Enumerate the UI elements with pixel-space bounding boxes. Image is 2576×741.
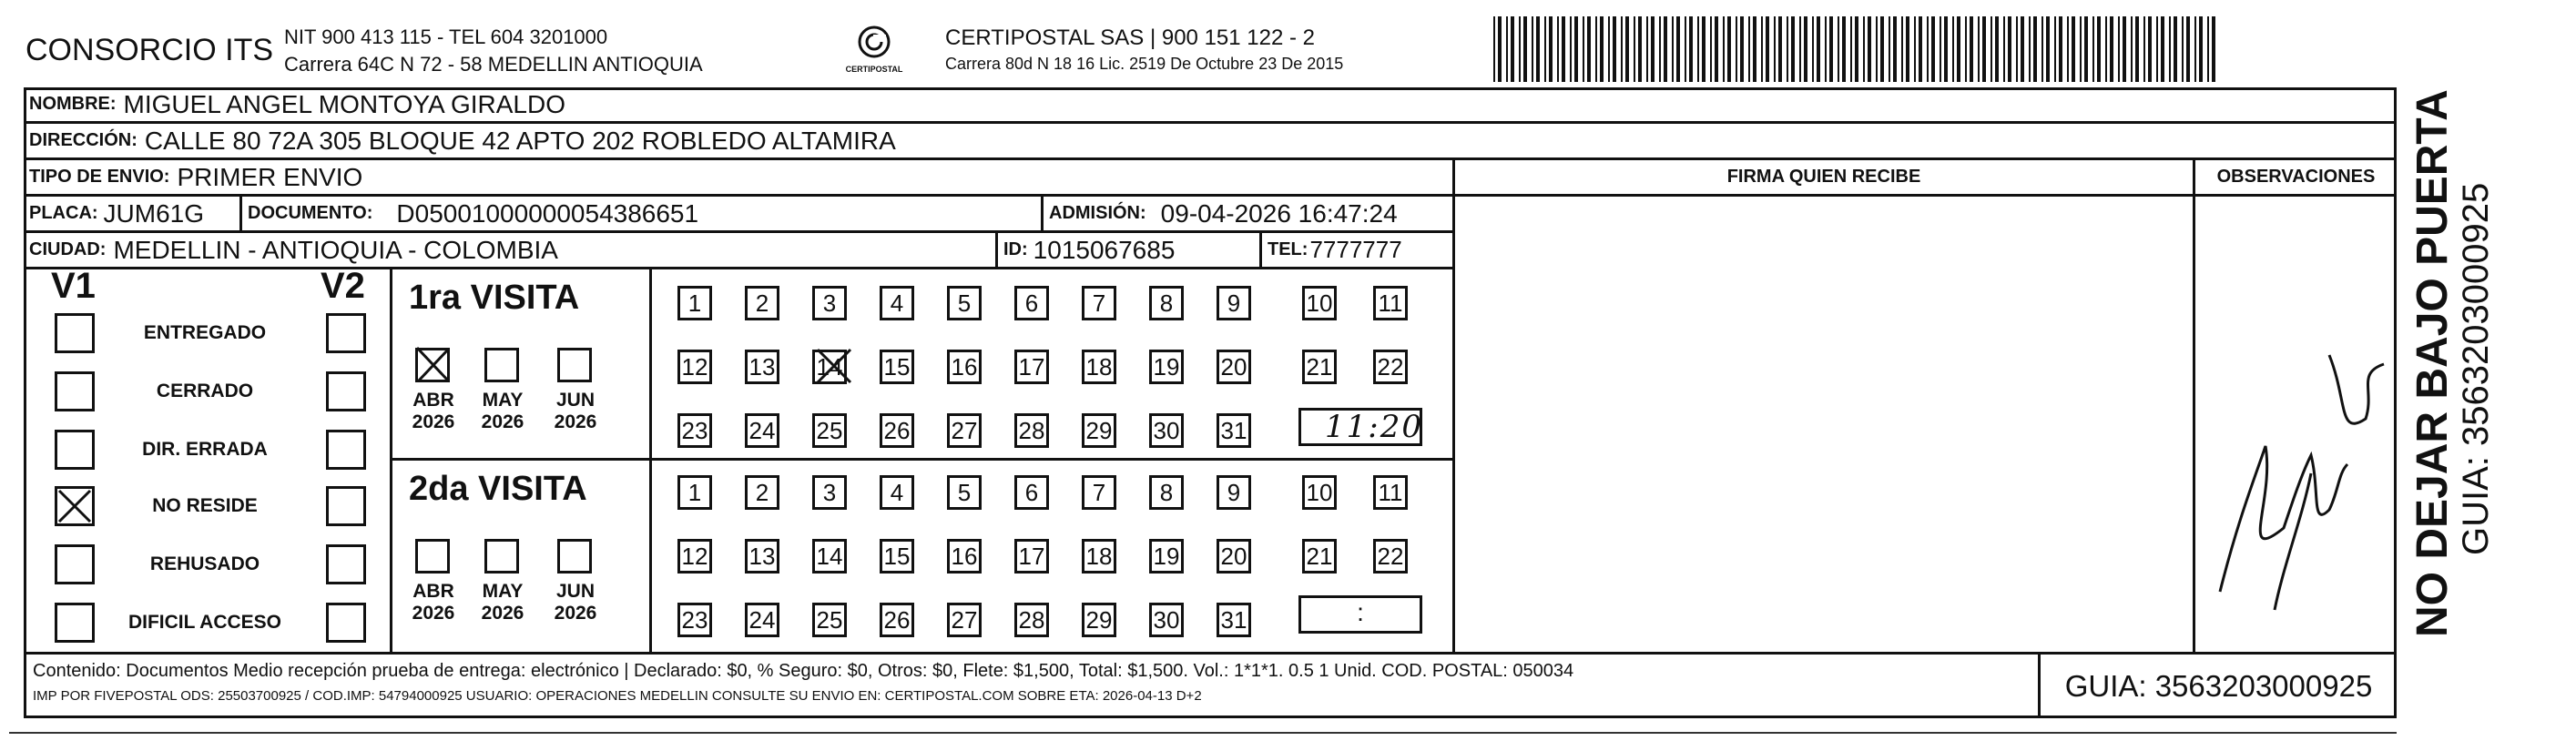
barcode-bar — [2123, 16, 2126, 82]
barcode-bar — [1952, 16, 1954, 82]
visit2-day-box[interactable]: 2 — [745, 475, 779, 510]
barcode-bar — [2207, 16, 2209, 82]
barcode-bar — [1868, 16, 1871, 82]
visit2-time-box[interactable] — [1298, 595, 1422, 634]
visit1-day-box[interactable]: 24 — [745, 413, 779, 448]
visit2-month-label: MAY 2026 — [481, 581, 524, 624]
visit1-day-box[interactable]: 19 — [1149, 350, 1184, 384]
barcode-bar — [1595, 16, 1597, 82]
row-ciudad — [24, 233, 1455, 269]
barcode-bar — [2067, 16, 2069, 82]
visit1-day-box[interactable]: 7 — [1082, 286, 1116, 320]
visit1-title: 1ra VISITA — [409, 279, 580, 317]
status-label: DIFICIL ACCESO — [127, 612, 281, 633]
visit1-day-box[interactable]: 26 — [880, 413, 914, 448]
visit1-day-box[interactable]: 13 — [745, 350, 779, 384]
visit1-day-box[interactable]: 17 — [1014, 350, 1049, 384]
visit1-day-box[interactable]: 5 — [947, 286, 982, 320]
v2-label: V2 — [321, 266, 365, 306]
placa-cell — [24, 197, 242, 230]
certipostal-logo — [829, 24, 920, 86]
barcode-bar — [2135, 16, 2139, 82]
barcode-bar — [1931, 16, 1935, 82]
barcode-bar — [1940, 16, 1941, 82]
nombre-label: NOMBRE: — [29, 94, 117, 114]
abr-check-mark — [412, 344, 453, 386]
barcode-bar — [1570, 16, 1572, 82]
visit1-day-box[interactable]: 6 — [1014, 286, 1049, 320]
firma-header — [1455, 160, 2193, 197]
barcode-bar — [1799, 16, 1801, 82]
id-cell — [998, 233, 1262, 267]
barcode-bar — [2110, 16, 2113, 82]
direccion-label: DIRECCIÓN: — [29, 130, 137, 150]
barcode-bar — [2194, 16, 2196, 82]
row-placa — [24, 197, 1455, 233]
visit1-day-box[interactable]: 18 — [1082, 350, 1116, 384]
barcode-bar — [1863, 16, 1865, 82]
barcode-bar — [1748, 16, 1750, 82]
firma-signature — [2204, 300, 2349, 610]
barcode-bar — [1787, 16, 1788, 82]
placa-label: PLACA: — [29, 203, 98, 223]
status-label: REHUSADO — [149, 553, 260, 574]
barcode-bar — [2008, 16, 2011, 82]
footer-contenido: Contenido: Documentos Medio recepción prueba de entrega: electrónico | Declarado: $0, % Seguro: $0, Otros: $0, Flete: $1,500, Total: $1,500. Vol.: 1*1*1. 0.5 1 Unid. COD. POSTAL: 050034 — [33, 661, 1574, 681]
barcode-bar — [2212, 16, 2215, 82]
visit1-day-box[interactable]: 22 — [1373, 350, 1408, 384]
barcode-bar — [1613, 16, 1616, 82]
visit1-day-box[interactable]: 27 — [947, 413, 982, 448]
footer-guia: GUIA: 3563203000925 — [2064, 669, 2373, 703]
visit2-time-value: : — [1357, 598, 1364, 626]
visit2-month-label: JUN 2026 — [554, 581, 597, 624]
barcode-bar — [1634, 16, 1635, 82]
barcode-bar — [1727, 16, 1731, 82]
visit1-day-box[interactable]: 9 — [1217, 286, 1251, 320]
barcode-bar — [2016, 16, 2018, 82]
tipo-value: PRIMER ENVIO — [177, 162, 363, 191]
barcode-bar — [1544, 16, 1546, 82]
v1-checkbox[interactable] — [55, 544, 95, 584]
barcode-bar — [1774, 16, 1776, 82]
barcode-bar — [1778, 16, 1782, 82]
visit1-day-box[interactable]: 10 — [1302, 286, 1337, 320]
visit2-day-box[interactable]: 31 — [1217, 603, 1251, 637]
visit2-day-box[interactable]: 14 — [812, 539, 847, 574]
barcode-bar — [1842, 16, 1846, 82]
barcode-bar — [2182, 16, 2184, 82]
barcode-bar — [1978, 16, 1980, 82]
visit2-day-box[interactable]: 11 — [1373, 475, 1408, 510]
barcode-bar — [1689, 16, 1693, 82]
barcode-bar — [1532, 16, 1533, 82]
visit1-time-value: 11:20 — [1325, 409, 1423, 445]
barcode-bar — [2097, 16, 2101, 82]
v2-checkbox[interactable] — [326, 313, 366, 353]
barcode-bar — [1850, 16, 1852, 82]
id-label: ID: — [1003, 239, 1028, 259]
barcode-bar — [1736, 16, 1737, 82]
barcode-bar — [1600, 16, 1604, 82]
barcode-bar — [1583, 16, 1584, 82]
barcode-bar — [2080, 16, 2082, 82]
barcode-bar — [1876, 16, 1878, 82]
company-name: CONSORCIO ITS — [25, 33, 274, 67]
visit1-day-box[interactable]: 29 — [1082, 413, 1116, 448]
visit2-month-label: ABR 2026 — [412, 581, 455, 624]
logo-icon — [856, 24, 892, 60]
visit2-day-box[interactable]: 21 — [1302, 539, 1337, 574]
visit1-day-box[interactable]: 3 — [812, 286, 847, 320]
barcode-bar — [1970, 16, 1973, 82]
visit2-day-box[interactable]: 29 — [1082, 603, 1116, 637]
admision-label: ADMISIÓN: — [1049, 203, 1146, 223]
barcode-bar — [1766, 16, 1769, 82]
visit2-day-box[interactable]: 15 — [880, 539, 914, 574]
barcode-bar — [1944, 16, 1948, 82]
visit1-month-label: JUN 2026 — [554, 390, 597, 432]
footer-imp: IMP POR FIVEPOSTAL ODS: 25503700925 / COD.IMP: 54794000925 USUARIO: OPERACIONES MEDELLIN CONSULTE SU ENVIO EN: CERTIPOSTAL.COM SOBRE ETA: 2026-04-13 D+2 — [33, 688, 1202, 704]
barcode-bar — [1676, 16, 1680, 82]
footer-guia-cell — [2038, 655, 2397, 718]
barcode-bar — [2003, 16, 2005, 82]
barcode-bar — [1710, 16, 1712, 82]
barcode-bar — [2029, 16, 2031, 82]
barcode-bar — [2084, 16, 2088, 82]
id-value: 1015067685 — [1033, 235, 1176, 264]
visit2-day-box[interactable]: 27 — [947, 603, 982, 637]
carrier-line: CERTIPOSTAL SAS | 900 151 122 - 2 — [945, 25, 1315, 50]
visit2-day-box[interactable]: 24 — [745, 603, 779, 637]
barcode-bar — [2046, 16, 2050, 82]
barcode-bar — [1991, 16, 1992, 82]
visit2-month-checkbox[interactable] — [557, 539, 592, 574]
visit2-day-box[interactable]: 22 — [1373, 539, 1408, 574]
barcode-bar — [2118, 16, 2120, 82]
tipo-label: TIPO DE ENVIO: — [29, 167, 170, 187]
visit2-day-box[interactable]: 5 — [947, 475, 982, 510]
ciudad-value: MEDELLIN - ANTIOQUIA - COLOMBIA — [113, 235, 558, 264]
admision-cell — [1044, 197, 1455, 230]
status-label: CERRADO — [156, 381, 254, 401]
barcode-bar — [1906, 16, 1909, 82]
ciudad-cell — [24, 233, 998, 267]
visit2-day-box[interactable]: 28 — [1014, 603, 1049, 637]
observaciones-divider — [2193, 197, 2195, 655]
visit2-day-box[interactable]: 16 — [947, 539, 982, 574]
barcode-bar — [1914, 16, 1916, 82]
visit2-day-box[interactable]: 13 — [745, 539, 779, 574]
barcode-bar — [1740, 16, 1744, 82]
visit1-day-box[interactable]: 12 — [677, 350, 712, 384]
visit2-day-box[interactable]: 20 — [1217, 539, 1251, 574]
barcode-bar — [2092, 16, 2094, 82]
barcode-bar — [1804, 16, 1807, 82]
barcode-bar — [1817, 16, 1820, 82]
x-mark-icon — [57, 489, 92, 523]
barcode-bar — [1672, 16, 1674, 82]
firma-header-label: FIRMA QUIEN RECIBE — [1726, 167, 1921, 187]
barcode-bar — [1549, 16, 1553, 82]
barcode-bar — [1664, 16, 1667, 82]
visit2-day-box[interactable]: 17 — [1014, 539, 1049, 574]
barcode-bar — [2131, 16, 2133, 82]
barcode-bar — [2041, 16, 2043, 82]
barcode-bar — [1715, 16, 1718, 82]
barcode-bar — [1587, 16, 1591, 82]
barcode-bar — [1825, 16, 1827, 82]
status-label: ENTREGADO — [143, 322, 267, 343]
barcode-bar — [2148, 16, 2152, 82]
barcode-bar — [2169, 16, 2171, 82]
visit1-day-box[interactable]: 21 — [1302, 350, 1337, 384]
direccion-value: CALLE 80 72A 305 BLOQUE 42 APTO 202 ROBLEDO ALTAMIRA — [144, 126, 896, 155]
nombre-value: MIGUEL ANGEL MONTOYA GIRALDO — [123, 89, 565, 118]
visit2-day-box[interactable]: 23 — [677, 603, 712, 637]
barcode-bar — [1493, 16, 1495, 82]
barcode-bar — [1965, 16, 1967, 82]
barcode-bar — [1957, 16, 1960, 82]
barcode-bar — [1927, 16, 1929, 82]
ciudad-label: CIUDAD: — [29, 239, 107, 259]
visit2-day-box[interactable]: 4 — [880, 475, 914, 510]
visit2-day-box[interactable]: 25 — [812, 603, 847, 637]
logo-text: CERTIPOSTAL — [845, 65, 903, 74]
status-label: DIR. ERRADA — [142, 439, 268, 460]
barcode-bar — [1761, 16, 1763, 82]
barcode-bar — [2156, 16, 2158, 82]
v1-checkbox[interactable] — [55, 430, 95, 470]
visit1-day-box[interactable]: 14 — [812, 350, 847, 384]
visit2-day-box[interactable]: 12 — [677, 539, 712, 574]
barcode-bar — [1893, 16, 1897, 82]
documento-label: DOCUMENTO: — [248, 203, 373, 223]
v1-checkbox[interactable] — [55, 603, 95, 643]
tel-value: 7777777 — [1309, 236, 1402, 263]
visit2-month-checkbox[interactable] — [415, 539, 450, 574]
barcode-bar — [2199, 16, 2203, 82]
visit2-day-box[interactable]: 26 — [880, 603, 914, 637]
admision-value: 09-04-2026 16:47:24 — [1160, 198, 1398, 228]
visit1-time-box[interactable] — [1298, 408, 1422, 446]
barcode-bar — [1511, 16, 1514, 82]
visit1-day-box[interactable]: 16 — [947, 350, 982, 384]
barcode-bar — [1812, 16, 1814, 82]
barcode-bar — [1838, 16, 1839, 82]
visit2-day-box[interactable]: 30 — [1149, 603, 1184, 637]
v2-checkbox[interactable] — [326, 486, 366, 526]
barcode-bar — [1995, 16, 1999, 82]
visit1-day-box[interactable]: 2 — [745, 286, 779, 320]
barcode-bar — [1659, 16, 1661, 82]
barcode-bar — [2161, 16, 2164, 82]
barcode-bar — [1753, 16, 1756, 82]
visit2-day-box[interactable]: 1 — [677, 475, 712, 510]
barcode-bar — [1506, 16, 1508, 82]
documento-value: D05001000000054386651 — [396, 198, 699, 228]
status-label: NO RESIDE — [152, 495, 258, 516]
v1-checkbox[interactable] — [55, 486, 95, 526]
barcode-bar — [2021, 16, 2024, 82]
tel-cell — [1262, 233, 1455, 267]
barcode-bar — [1523, 16, 1527, 82]
barcode-bar — [2105, 16, 2107, 82]
visit2-day-box[interactable]: 3 — [812, 475, 847, 510]
visit1-month-label: ABR 2026 — [412, 390, 455, 432]
side-guia: GUIA: 3563203000925 — [2456, 182, 2496, 555]
visit1-day-box[interactable]: 23 — [677, 413, 712, 448]
barcode-bar — [1702, 16, 1705, 82]
visit1-day-box[interactable]: 4 — [880, 286, 914, 320]
barcode-bar — [1723, 16, 1725, 82]
visit1-day-box[interactable]: 30 — [1149, 413, 1184, 448]
observaciones-header-label: OBSERVACIONES — [2216, 167, 2376, 187]
barcode-bar — [2143, 16, 2145, 82]
barcode-bar — [1574, 16, 1578, 82]
barcode-bar — [1685, 16, 1686, 82]
barcode-bar — [1919, 16, 1922, 82]
visit2-day-box[interactable]: 10 — [1302, 475, 1337, 510]
v2-checkbox[interactable] — [326, 430, 366, 470]
visit2-day-box[interactable]: 19 — [1149, 539, 1184, 574]
barcode-bar — [1608, 16, 1610, 82]
visit2-day-box[interactable]: 8 — [1149, 475, 1184, 510]
barcode-bar — [1880, 16, 1884, 82]
barcode-bar — [2033, 16, 2037, 82]
visit1-month-checkbox[interactable] — [484, 348, 519, 382]
visit1-day-box[interactable]: 20 — [1217, 350, 1251, 384]
visit2-title: 2da VISITA — [409, 470, 587, 508]
barcode-bar — [1536, 16, 1540, 82]
visit2-day-box[interactable]: 6 — [1014, 475, 1049, 510]
company-address: Carrera 64C N 72 - 58 MEDELLIN ANTIOQUIA — [284, 53, 703, 76]
visit1-day-box[interactable]: 28 — [1014, 413, 1049, 448]
row-direccion — [24, 124, 2397, 160]
visit2-day-box[interactable]: 18 — [1082, 539, 1116, 574]
barcode-bar — [1697, 16, 1699, 82]
observaciones-header — [2193, 160, 2397, 197]
barcode-bar — [2054, 16, 2056, 82]
visit1-day-box[interactable]: 25 — [812, 413, 847, 448]
barcode-bar — [1791, 16, 1795, 82]
visit1-month-checkbox[interactable] — [557, 348, 592, 382]
visit2-day-box[interactable]: 9 — [1217, 475, 1251, 510]
barcode-bar — [1638, 16, 1642, 82]
barcode — [1493, 16, 2222, 82]
barcode-bar — [2072, 16, 2075, 82]
v1-label: V1 — [51, 266, 96, 306]
barcode-bar — [1621, 16, 1623, 82]
carrier-address: Carrera 80d N 18 16 Lic. 2519 De Octubre 23 De 2015 — [945, 55, 1344, 73]
v2-checkbox[interactable] — [326, 371, 366, 411]
barcode-bar — [1829, 16, 1833, 82]
visit1-day-box[interactable]: 1 — [677, 286, 712, 320]
visit1-day-box[interactable]: 11 — [1373, 286, 1408, 320]
nit-line: NIT 900 413 115 - TEL 604 3201000 — [284, 25, 608, 48]
footer-bottom-line — [9, 732, 2397, 734]
placa-value: JUM61G — [103, 198, 205, 228]
v1-checkbox[interactable] — [55, 371, 95, 411]
side-warning: NO DEJAR BAJO PUERTA — [2408, 89, 2457, 637]
v2-checkbox[interactable] — [326, 544, 366, 584]
barcode-bar — [1855, 16, 1858, 82]
barcode-bar — [2174, 16, 2177, 82]
barcode-bar — [1651, 16, 1655, 82]
visit2-month-checkbox[interactable] — [484, 539, 519, 574]
barcode-bar — [1498, 16, 1502, 82]
barcode-bar — [1646, 16, 1648, 82]
visit1-month-label: MAY 2026 — [481, 390, 524, 432]
barcode-bar — [1889, 16, 1890, 82]
tel-label: TEL: — [1268, 239, 1308, 259]
barcode-bar — [1625, 16, 1629, 82]
visit1-day-box[interactable]: 8 — [1149, 286, 1184, 320]
barcode-bar — [1557, 16, 1559, 82]
barcode-bar — [1901, 16, 1903, 82]
barcode-bar — [2059, 16, 2062, 82]
barcode-bar — [2186, 16, 2190, 82]
day14-check-mark — [814, 346, 854, 386]
row-tipo — [24, 160, 1455, 197]
row-nombre — [24, 87, 2397, 124]
barcode-bar — [1519, 16, 1521, 82]
barcode-bar — [1562, 16, 1565, 82]
barcode-bar — [1982, 16, 1986, 82]
documento-cell — [242, 197, 1044, 230]
visit1-day-box[interactable]: 15 — [880, 350, 914, 384]
visit1-day-box[interactable]: 31 — [1217, 413, 1251, 448]
visit2-day-box[interactable]: 7 — [1082, 475, 1116, 510]
v2-checkbox[interactable] — [326, 603, 366, 643]
v1-checkbox[interactable] — [55, 313, 95, 353]
